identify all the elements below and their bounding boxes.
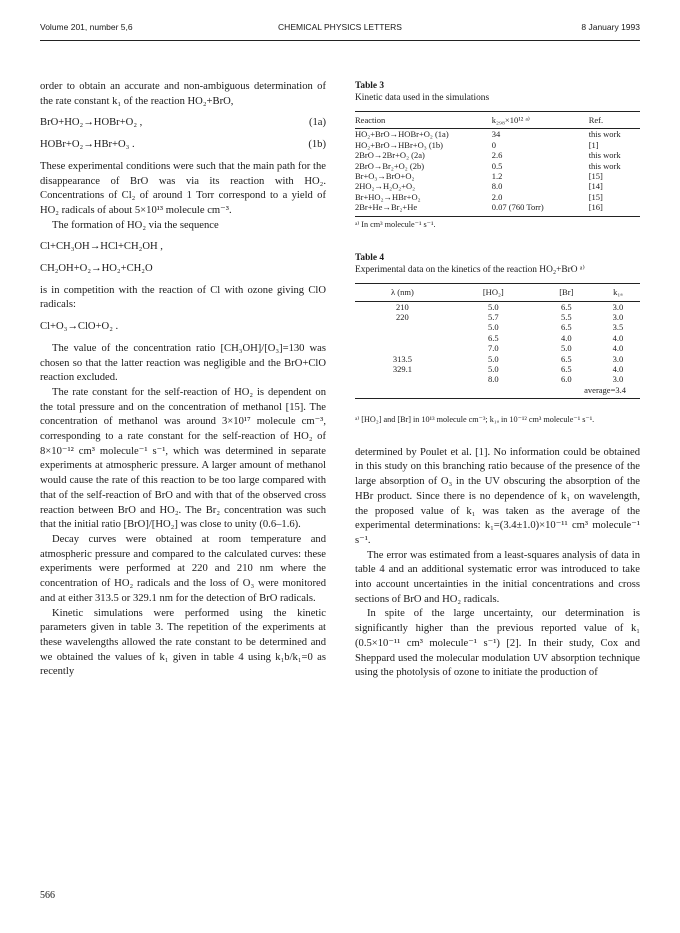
table-cell: 4.0: [612, 332, 624, 343]
table-row: [355, 161, 640, 171]
paragraph: Kinetic simulations were performed using the kinetic parameters given in table 3. The repetition of the experiments at these wavelengths allowed the rate constant to be determined and we obtained the values of k₁ given in table 4 using k₁b/k₁=0 as recently: [40, 607, 326, 678]
table-row: [355, 150, 640, 160]
table-row: [355, 343, 640, 353]
table-cell: Br+O₃→BrO+O₂: [355, 171, 415, 182]
table-row: [355, 140, 640, 150]
table3-label: Table 3: [355, 81, 385, 91]
table-cell: [355, 333, 450, 343]
table-row: [355, 202, 640, 216]
table-cell: 6.5: [560, 353, 572, 364]
table-cell: [15]: [588, 191, 603, 202]
column-header: λ (nm): [355, 284, 450, 301]
table-cell: 0: [491, 139, 497, 150]
column-header: k₁ₐ: [596, 284, 640, 301]
column-header: [Br]: [537, 284, 596, 301]
table-cell: 3.0: [612, 301, 624, 312]
table-cell: 2Br+He→Br₂+He: [355, 202, 492, 216]
header-rule: [40, 40, 640, 41]
table-cell: 4.0: [612, 364, 624, 374]
table4-footnote: ᵃ⁾ [HO₂] and [Br] in 10¹³ molecule cm⁻³; k₁ₐ in 10⁻¹² cm³ molecule⁻¹ s⁻¹.: [355, 415, 595, 425]
table-cell: 6.5: [487, 332, 499, 343]
equation: Cl+O₃→ClO+O₂ .: [40, 321, 119, 333]
table-cell: 2BrO→2Br+O₂ (2a): [355, 150, 425, 161]
table-cell: [355, 374, 450, 384]
issue-date: 8 January 1993: [581, 22, 640, 32]
table-cell: 5.0: [487, 322, 499, 333]
table-cell: [355, 343, 450, 353]
paragraph: determined by Poulet et al. [1]. No information could be obtained in this study on this branching ratio because of the presence of the large absorption of O₃ in the UV obscuring the absorption of the HBr product. Since there is no dependence of k₁ on wavelength, the proposed value of k₁ was taken as the average of the experimental determinations: k₁=(3.4±1.0)×10⁻¹¹ cm³ molecule⁻¹ s⁻¹.: [355, 446, 640, 546]
table4: [355, 283, 640, 399]
journal-title: CHEMICAL PHYSICS LETTERS: [278, 22, 402, 32]
paragraph: The error was estimated from a least-squares analysis of data in table 4 and an additional systematic error was introduced to take into account uncertainties in the initial concentrations and cross sections of BrO and HO₂ radicals.: [355, 549, 640, 605]
table-cell: 8.0: [491, 181, 503, 192]
paragraph: In spite of the large uncertainty, our determination is significantly higher than the previous reported value of k₁ (0.5×10⁻¹¹ cm³ molecule⁻¹ s⁻¹) [2]. In their study, Cox and Sheppard used the molecular modulation UV absorption technique using the photolysis of ozone to initiate the production of: [355, 608, 640, 679]
table3-caption: Table 3 Kinetic data used in the simulations: [355, 80, 640, 104]
table-cell: 220: [396, 311, 409, 322]
paragraph: The formation of HO₂ via the sequence: [52, 219, 219, 231]
table-cell: 210: [396, 301, 409, 312]
table3: [355, 111, 640, 217]
table-row: [355, 181, 640, 191]
table-cell: 2.6: [491, 150, 503, 161]
table-cell: 5.5: [560, 311, 572, 322]
table-row: [355, 192, 640, 202]
table-cell: 0.07 (760 Torr): [492, 202, 589, 216]
table-cell: 4.0: [612, 343, 624, 354]
equation: Cl+CH₃OH→HCl+CH₂OH ,: [40, 241, 163, 253]
table-row: [355, 333, 640, 343]
column-header: k₂₉₈×10¹² ᵃ⁾: [492, 112, 589, 129]
column-header: Reaction: [355, 112, 492, 129]
table-cell: 3.5: [612, 322, 624, 333]
table-row: [355, 129, 640, 140]
table-cell: 34: [491, 129, 501, 140]
table4-label: Table 4: [355, 253, 385, 264]
table-cell: 5.0: [560, 343, 572, 354]
table-cell: 8.0: [487, 374, 499, 385]
table-cell: 3.0: [612, 311, 624, 322]
table-row: [355, 374, 640, 384]
table-cell: Br+HO₂→HBr+O₂: [355, 191, 421, 202]
table-cell: 3.0: [612, 374, 624, 385]
table-row: [355, 171, 640, 181]
table-cell: 5.0: [487, 364, 499, 374]
table-cell: this work: [588, 129, 621, 140]
table-row: [355, 301, 640, 312]
paragraph: The value of the concentration ratio [CH₃OH]/[O₃]=130 was chosen so that the latter reaction was negligible and the BrO+ClO reaction excluded.: [40, 342, 326, 384]
table-cell: this work: [588, 150, 621, 161]
table-cell: 329.1: [392, 364, 412, 374]
paragraph: order to obtain an accurate and non-ambiguous determination of the rate constant k₁ of the reaction HO₂+BrO,: [40, 81, 326, 107]
table-average-row: [355, 385, 640, 399]
table-row: [355, 322, 640, 332]
table-cell: 6.5: [560, 322, 572, 333]
average-value: average=3.4: [355, 385, 640, 399]
table-cell: [355, 322, 450, 332]
table-cell: 2BrO→Br₂+O₂ (2b): [355, 160, 425, 171]
equation-1a: BrO+HO₂→HOBr+O₂ , (1a): [40, 117, 326, 129]
equation: CH₂OH+O₂→HO₂+CH₂O: [40, 263, 153, 275]
table-row: [355, 354, 640, 364]
table-cell: 0.5: [491, 160, 503, 171]
table-cell: 2HO₂→H₂O₂+O₂: [355, 181, 416, 192]
paragraph: These experimental conditions were such that the main path for the disappearance of BrO was via its reaction with HO₂. Concentrations of Cl₂ of around 1 Torr correspond to a yield of HO₂ radicals of about 5×10¹³ molecule cm⁻³.: [40, 160, 326, 216]
equation-1b: HOBr+O₂→HBr+O₃ . (1b): [40, 139, 326, 151]
table-cell: 5.7: [487, 311, 499, 322]
table-cell: this work: [588, 160, 621, 171]
table-row: [355, 364, 640, 374]
table-cell: [14]: [588, 181, 603, 192]
table-cell: [15]: [588, 171, 603, 182]
table-cell: 4.0: [560, 332, 572, 343]
running-header: [40, 22, 640, 36]
table-cell: 2.0: [491, 191, 503, 202]
paragraph: The rate constant for the self-reaction of HO₂ is dependent on the total pressure and on the concentration of methanol [15]. The concentration of methanol was around 3×10¹⁷ molecule cm⁻³, corresponding to a rate constant for the self-reaction of HO₂ of 8×10⁻¹² cm³ molecule⁻¹ s⁻¹, which was determined in separate experiments at atmospheric pressure. A larger amount of methanol would cause the rate of this reaction to be too large compared with that of the self-reaction of BrO and with that of the observed cross reaction between BrO and HO₂. The Br₂ concentration was such that the initial ratio [BrO]/[HO₂] was close to unity (0.6–1.6).: [40, 386, 326, 531]
table-cell: 313.5: [392, 353, 412, 364]
table-cell: 5.0: [487, 301, 499, 312]
left-column: [40, 80, 326, 680]
paragraph: Decay curves were obtained at room temperature and atmospheric pressure and compared to the calculated curves: these experiments were performed at 220 and 210 nm where the concentration of HO₂ radicals and the loss of O₃ were monitored and at either 313.5 or 329.1 nm for the detection of BrO radicals.: [40, 533, 326, 604]
right-column: [355, 80, 640, 681]
table-cell: HO₂+BrO→HBr+O₃ (1b): [355, 139, 443, 150]
table-cell: 3.0: [612, 353, 624, 364]
table-cell: [16]: [589, 202, 640, 216]
table-cell: [1]: [588, 139, 599, 150]
column-header: Ref.: [589, 112, 640, 129]
page-number: 566: [40, 890, 55, 901]
column-header: [HO₂]: [450, 284, 537, 301]
table-cell: 5.0: [487, 353, 499, 364]
table-cell: HO₂+BrO→HOBr+O₂ (1a): [355, 129, 449, 140]
table-cell: 6.0: [560, 374, 572, 385]
table4-caption: Table 4 Experimental data on the kinetics of the reaction HO₂+BrO ᵃ⁾: [355, 252, 640, 276]
journal-volume: Volume 201, number 5,6: [40, 22, 133, 32]
table-cell: 7.0: [487, 343, 499, 354]
table-cell: 6.5: [560, 364, 572, 374]
paragraph: is in competition with the reaction of Cl with ozone giving ClO radicals:: [40, 284, 326, 311]
table-cell: 6.5: [560, 301, 572, 312]
table-cell: 1.2: [491, 171, 503, 182]
table3-footnote: ᵃ⁾ In cm³ molecule⁻¹ s⁻¹.: [355, 219, 436, 229]
table-row: [355, 312, 640, 322]
